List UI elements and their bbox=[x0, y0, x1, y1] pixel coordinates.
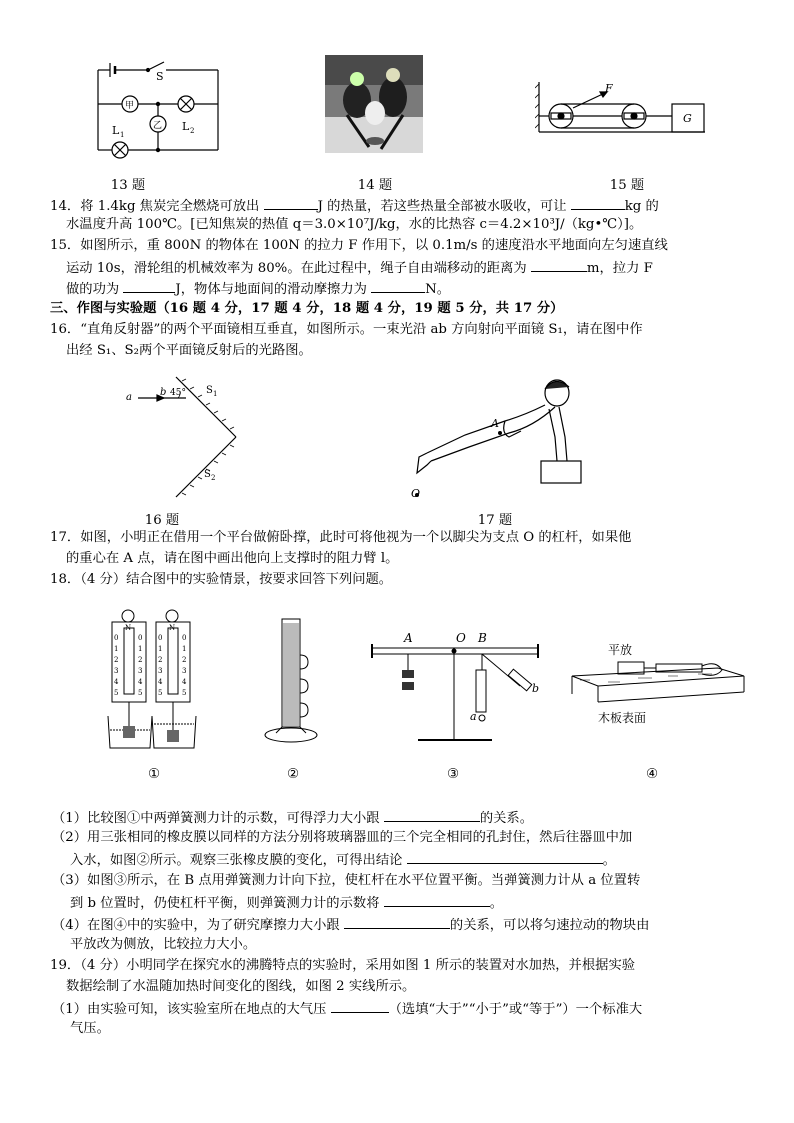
meter-jia-label: 甲 bbox=[125, 101, 135, 111]
svg-text:4: 4 bbox=[138, 678, 143, 686]
lever-point-A: A bbox=[404, 631, 413, 645]
svg-text:N: N bbox=[169, 624, 176, 632]
weight-label: G bbox=[683, 112, 692, 125]
lever-point-O: O bbox=[456, 631, 466, 645]
q14-line1: 14．将 1.4kg 焦炭完全燃烧可放出 J 的热量，若这些热量全部被水吸收，可让 kg 的 bbox=[50, 196, 659, 215]
q19-part1-line2: 气压。 bbox=[70, 1021, 110, 1036]
ray-point-a: a bbox=[126, 392, 132, 403]
flat-label: 平放 bbox=[608, 643, 633, 657]
fig13-caption: 13 题 bbox=[110, 178, 146, 193]
mirror-s1-label: S bbox=[206, 385, 213, 396]
fig16-caption: 16 题 bbox=[144, 513, 180, 528]
fig-label-3: ③ bbox=[447, 767, 459, 782]
svg-text:N: N bbox=[125, 624, 132, 632]
q18-part3-line1: （3）如图③所示，在 B 点用弹簧测力计向下拉，使杠杆在水平位置平衡。当弹簧测力计从 a 位置转 bbox=[52, 873, 641, 888]
q19-line2: 数据绘制了水温随加热时间变化的图线，如图 2 实线所示。 bbox=[66, 979, 416, 994]
svg-text:1: 1 bbox=[182, 645, 187, 653]
svg-text:4: 4 bbox=[182, 678, 187, 686]
q15-line3: 做的功为 J，物体与地面间的滑动摩擦力为 N。 bbox=[66, 279, 450, 298]
svg-text:1: 1 bbox=[114, 645, 119, 653]
svg-text:2: 2 bbox=[190, 127, 195, 135]
svg-text:3: 3 bbox=[114, 667, 119, 675]
q16-line2: 出经 S₁、S₂两个平面镜反射后的光路图。 bbox=[66, 343, 312, 358]
q18-part1: （1）比较图①中两弹簧测力计的示数，可得浮力大小跟 的关系。 bbox=[52, 808, 533, 827]
switch-label: S bbox=[156, 70, 164, 83]
pushup-diagram-17 bbox=[405, 375, 590, 500]
svg-text:2: 2 bbox=[138, 656, 143, 664]
fig-label-1: ① bbox=[148, 767, 160, 782]
svg-text:2: 2 bbox=[158, 656, 163, 664]
section3-heading: 三、作图与实验题（16 题 4 分，17 题 4 分，18 题 4 分，19 题 5 分，共 17 分） bbox=[50, 301, 564, 316]
lever-diagram bbox=[368, 630, 543, 755]
svg-text:0: 0 bbox=[182, 634, 187, 642]
lamp1-label: L bbox=[112, 124, 120, 137]
q19-line1: 19．（4 分）小明同学在探究水的沸腾特点的实验时，采用如图 1 所示的装置对水加热，并根据实验 bbox=[50, 958, 636, 973]
circuit-diagram-13 bbox=[90, 58, 230, 168]
q16-line1: 16．“直角反射器”的两个平面镜相互垂直，如图所示。一束光沿 ab 方向射向平面镜 S₁，请在图中作 bbox=[50, 322, 643, 337]
scale-position-a: a bbox=[470, 710, 477, 723]
fig15-caption: 15 题 bbox=[609, 178, 645, 193]
curling-photo bbox=[325, 55, 423, 153]
svg-text:1: 1 bbox=[120, 131, 125, 139]
svg-text:1: 1 bbox=[213, 390, 218, 398]
q17-line1: 17．如图，小明正在借用一个平台做俯卧撑，此时可将他视为一个以脚尖为支点 O 的杠杆，如果他 bbox=[50, 530, 632, 545]
board-surface-label: 木板表面 bbox=[598, 711, 647, 725]
svg-text:5: 5 bbox=[158, 689, 163, 697]
q19-part1-line1: （1）由实验可知，该实验室所在地点的大气压 （选填“大于”“小于”或“等于”）一个标准大 bbox=[52, 999, 642, 1018]
lever-point-B: B bbox=[478, 631, 487, 645]
mirror-diagram-16 bbox=[120, 375, 250, 500]
svg-text:3: 3 bbox=[138, 667, 143, 675]
meter-yi-label: 乙 bbox=[153, 121, 163, 131]
pivot-O: O bbox=[411, 487, 421, 500]
svg-text:4: 4 bbox=[158, 678, 163, 686]
pulley-diagram-15 bbox=[535, 78, 710, 138]
friction-diagram bbox=[568, 636, 748, 751]
q14-line2: 水温度升高 100℃。[已知焦炭的热值 q＝3.0×10⁷J/kg，水的比热容 c＝4.2×10³J/（kg•℃）]。 bbox=[66, 217, 643, 232]
svg-text:1: 1 bbox=[138, 645, 143, 653]
mirror-s2-label: S bbox=[204, 469, 211, 480]
fig17-caption: 17 题 bbox=[477, 513, 513, 528]
q18-part3-line2: 到 b 位置时，仍使杠杆平衡，则弹簧测力计的示数将 。 bbox=[70, 893, 503, 912]
center-of-mass-A: A bbox=[491, 417, 499, 430]
q18-line1: 18．（4 分）结合图中的实验情景，按要求回答下列问题。 bbox=[50, 572, 393, 587]
lamp2-label: L bbox=[182, 120, 190, 133]
glass-tube-diagram bbox=[262, 615, 322, 750]
spring-scales-diagram bbox=[100, 606, 200, 756]
fig-label-2: ② bbox=[287, 767, 299, 782]
q15-line1: 15．如图所示，重 800N 的物体在 100N 的拉力 F 作用下，以 0.1m/s 的速度沿水平地面向左匀速直线 bbox=[50, 238, 668, 253]
svg-text:0: 0 bbox=[138, 634, 143, 642]
q15-line2: 运动 10s，滑轮组的机械效率为 80%。在此过程中，绳子自由端移动的距离为 m，拉力 F bbox=[66, 258, 653, 277]
svg-text:0: 0 bbox=[158, 634, 163, 642]
svg-text:2: 2 bbox=[211, 474, 216, 482]
fig14-caption: 14 题 bbox=[357, 178, 393, 193]
svg-text:1: 1 bbox=[158, 645, 163, 653]
q18-part2-line2: 入水，如图②所示。观察三张橡皮膜的变化，可得出结论 。 bbox=[70, 850, 616, 869]
ray-point-b: b bbox=[160, 387, 167, 398]
q18-part4-line2: 平放改为侧放，比较拉力大小。 bbox=[70, 937, 257, 952]
svg-text:4: 4 bbox=[114, 678, 119, 686]
q18-part2-line1: （2）用三张相同的橡皮膜以同样的方法分别将玻璃器皿的三个完全相同的孔封住，然后往器皿中加 bbox=[52, 830, 633, 845]
angle-45: 45° bbox=[170, 388, 186, 398]
svg-text:2: 2 bbox=[182, 656, 187, 664]
fig-label-4: ④ bbox=[646, 767, 658, 782]
svg-text:3: 3 bbox=[182, 667, 187, 675]
scale-position-b: b bbox=[532, 682, 540, 695]
q18-part4-line1: （4）在图④中的实验中，为了研究摩擦力大小跟 的关系，可以将匀速拉动的物块由 bbox=[52, 915, 649, 934]
svg-text:0: 0 bbox=[114, 634, 119, 642]
svg-text:5: 5 bbox=[182, 689, 187, 697]
svg-text:3: 3 bbox=[158, 667, 163, 675]
svg-text:5: 5 bbox=[138, 689, 143, 697]
force-label: F bbox=[605, 82, 613, 95]
q17-line2: 的重心在 A 点，请在图中画出他向上支撑时的阻力臂 l。 bbox=[66, 551, 399, 566]
svg-text:2: 2 bbox=[114, 656, 119, 664]
svg-text:5: 5 bbox=[114, 689, 119, 697]
